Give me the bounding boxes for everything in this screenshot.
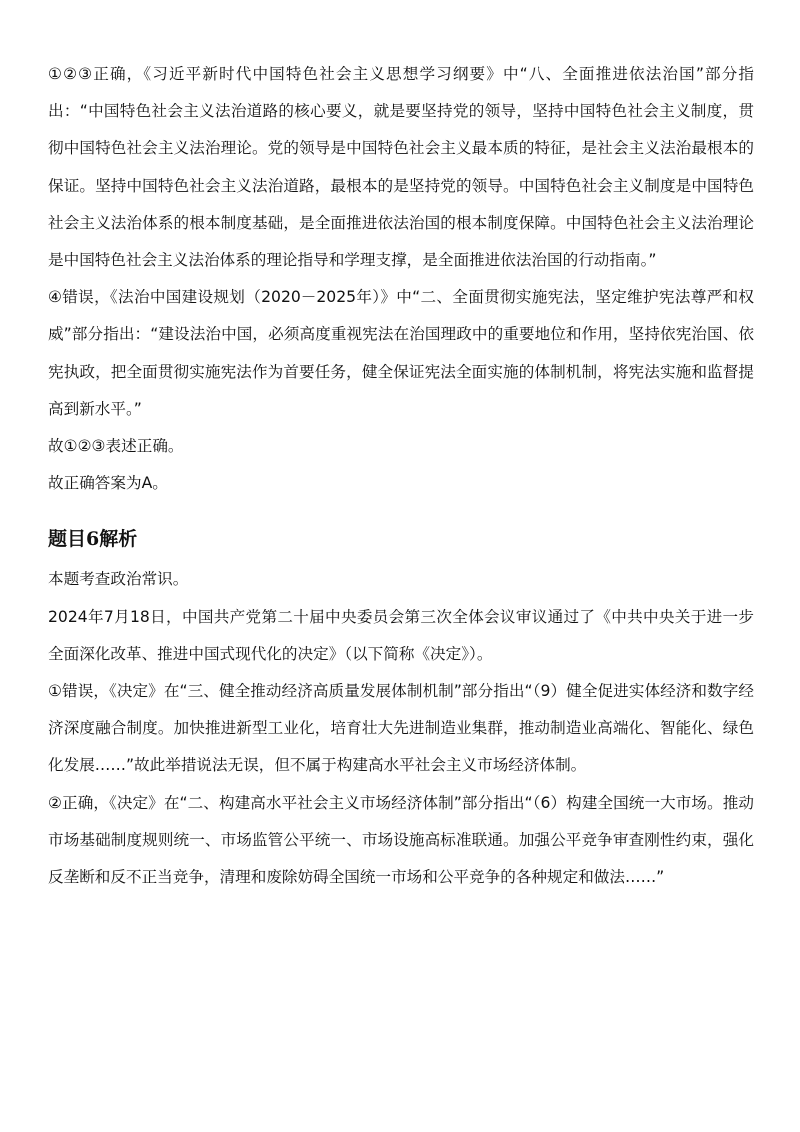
paragraph-analysis-correct: ①②③正确，《习近平新时代中国特色社会主义思想学习纲要》中“八、全面推进依法治国”部分指出：“中国特色社会主义法治道路的核心要义，就是要坚持党的领导，坚持中国特色社会主义制度，贯彻中国特色社会主义法治理论。党的领导是中国特色社会主义最本质的特征，是社会主义法治最根本的保证。坚持中国特色社会主义法治道路，最根本的是坚持党的领导。中国特色社会主义制度是中国特色社会主义法治体系的根本制度基础，是全面推进依法治国的根本制度保障。中国特色社会主义法治理论是中国特色社会主义法治体系的理论指导和学理支撑，是全面推进依法治国的行动指南。” xyxy=(48,65,754,270)
paragraph-background: 2024年7月18日，中国共产党第二十届中央委员会第三次全体会议审议通过了《中共中央关于进一步全面深化改革、推进中国式现代化的决定》（以下简称《决定》）。 xyxy=(48,607,754,663)
section-heading: 题目6解析 xyxy=(48,528,138,551)
paragraph-analysis-wrong: ④错误，《法治中国建设规划（2020－2025年）》中“二、全面贯彻实施宪法，坚定维护宪法尊严和权威”部分指出：“建设法治中国，必须高度重视宪法在治国理政中的重要地位和作用，坚持依宪治国、依宪执政，把全面贯彻实施宪法作为首要任务，健全保证宪法全面实施的体制机制，将宪法实施和监督提高到新水平。” xyxy=(48,288,754,418)
paragraph-option-1: ①错误，《决定》在“三、健全推动经济高质量发展体制机制”部分指出“（9）健全促进实体经济和数字经济深度融合制度。加快推进新型工业化，培育壮大先进制造业集群，推动制造业高端化、智能化、绿色化发展……”故此举措说法无误，但不属于构建高水平社会主义市场经济体制。 xyxy=(48,682,754,775)
paragraph-topic: 本题考查政治常识。 xyxy=(48,570,189,589)
paragraph-answer: 故正确答案为A。 xyxy=(48,474,168,493)
document-page xyxy=(48,56,754,896)
paragraph-option-2: ②正确，《决定》在“二、构建高水平社会主义市场经济体制”部分指出“（6）构建全国统一大市场。推动市场基础制度规则统一、市场监管公平统一、市场设施高标准联通。加强公平竞争审查刚性约束，强化反垄断和反不正当竞争，清理和废除妨碍全国统一市场和公平竞争的各种规定和做法……” xyxy=(48,793,754,887)
paragraph-conclusion: 故①②③表述正确。 xyxy=(48,437,184,456)
